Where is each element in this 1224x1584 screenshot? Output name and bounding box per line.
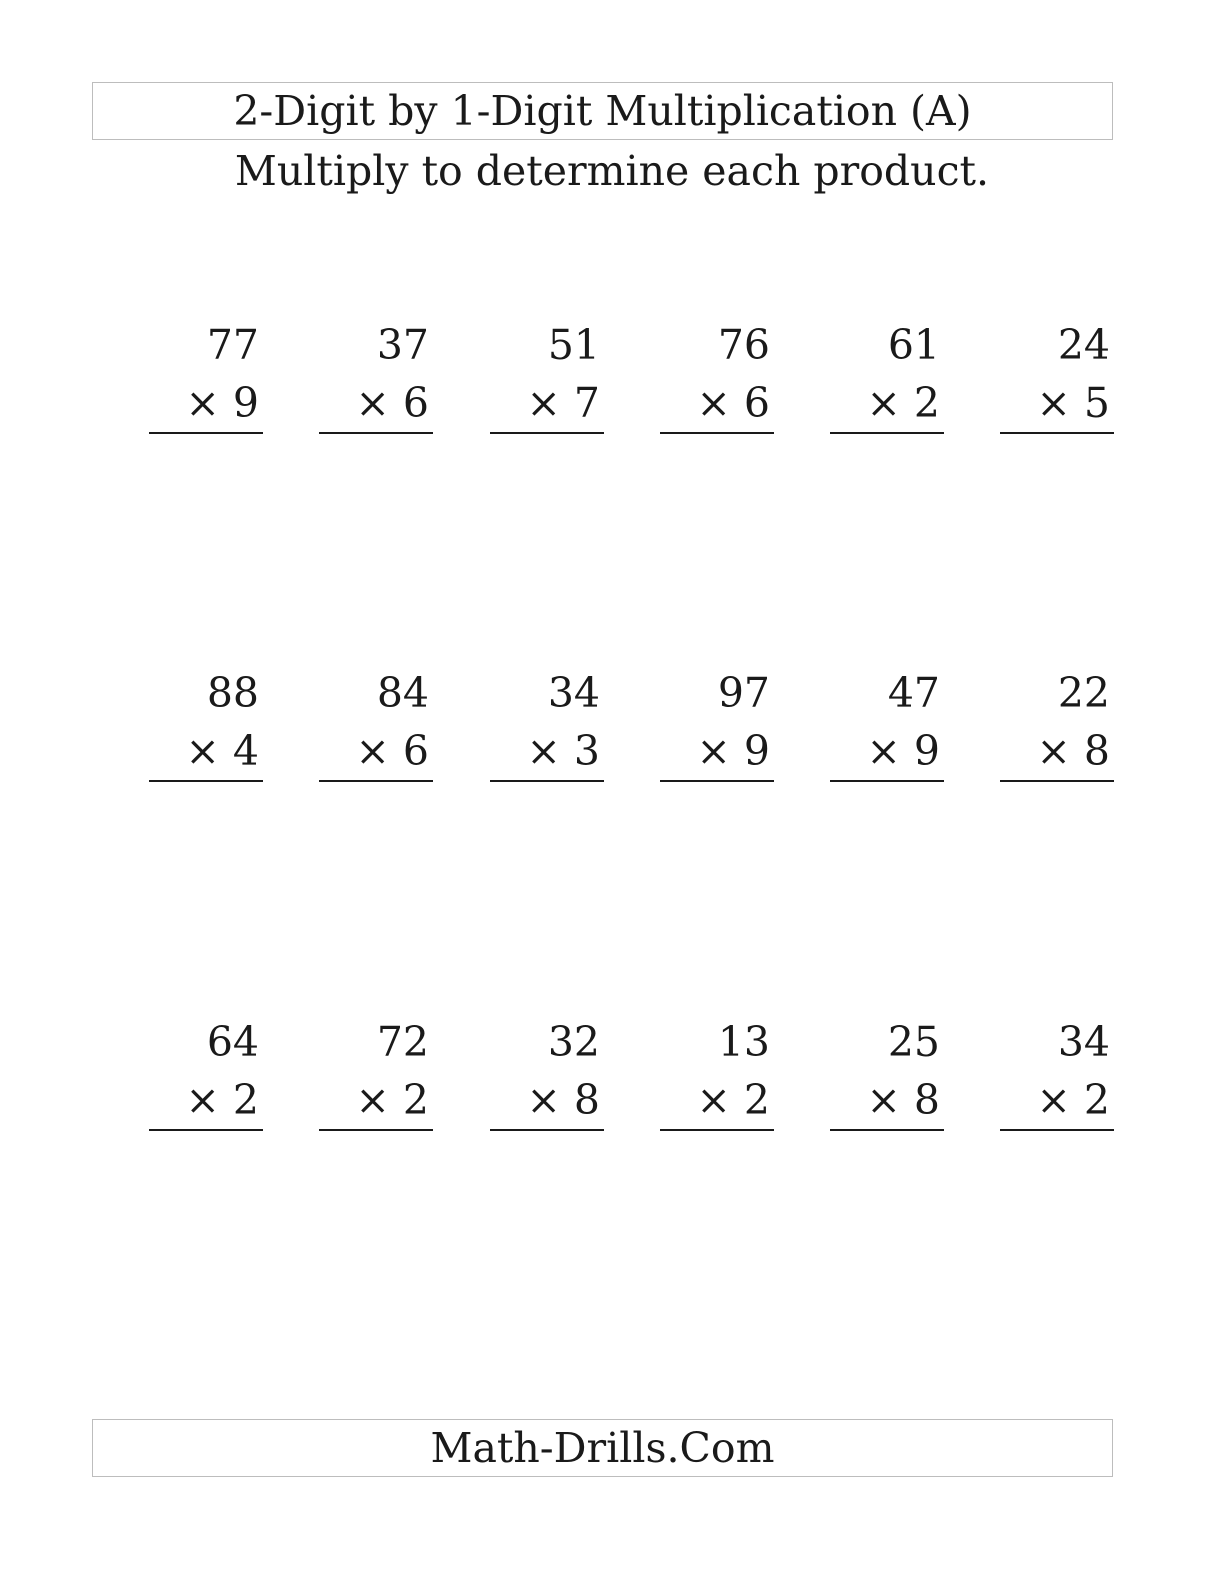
answer-line bbox=[830, 432, 944, 434]
answer-line bbox=[660, 1129, 774, 1131]
problem bbox=[1000, 320, 1114, 440]
top-number: 61 bbox=[887, 321, 940, 369]
answer-line bbox=[319, 432, 433, 434]
multiplier: × 2 bbox=[355, 1076, 429, 1124]
answer-line bbox=[490, 432, 604, 434]
multiplier: × 6 bbox=[355, 379, 429, 427]
multiplier: × 2 bbox=[696, 1076, 770, 1124]
top-number: 22 bbox=[1057, 669, 1110, 717]
answer-line bbox=[830, 780, 944, 782]
answer-line bbox=[490, 780, 604, 782]
problem bbox=[149, 320, 263, 440]
top-number: 34 bbox=[1057, 1018, 1110, 1066]
footer-site-name: Math-Drills.Com bbox=[430, 1423, 775, 1472]
problem bbox=[1000, 1017, 1114, 1137]
worksheet-instructions: Multiply to determine each product. bbox=[234, 147, 990, 195]
top-number: 97 bbox=[717, 669, 770, 717]
answer-line bbox=[1000, 780, 1114, 782]
multiplier: × 8 bbox=[866, 1076, 940, 1124]
problem bbox=[660, 668, 774, 788]
problem bbox=[660, 320, 774, 440]
multiplier: × 9 bbox=[185, 379, 259, 427]
top-number: 72 bbox=[376, 1018, 429, 1066]
answer-line bbox=[149, 1129, 263, 1131]
problem bbox=[319, 320, 433, 440]
multiplier: × 9 bbox=[866, 727, 940, 775]
multiplier: × 2 bbox=[866, 379, 940, 427]
worksheet-title: 2-Digit by 1-Digit Multiplication (A) bbox=[233, 86, 972, 135]
multiplier: × 2 bbox=[185, 1076, 259, 1124]
top-number: 76 bbox=[717, 321, 770, 369]
top-number: 13 bbox=[717, 1018, 770, 1066]
top-number: 24 bbox=[1057, 321, 1110, 369]
multiplier: × 9 bbox=[696, 727, 770, 775]
top-number: 64 bbox=[206, 1018, 259, 1066]
footer-box bbox=[92, 1419, 1113, 1477]
top-number: 77 bbox=[206, 321, 259, 369]
problem bbox=[149, 668, 263, 788]
problem bbox=[830, 1017, 944, 1137]
answer-line bbox=[319, 1129, 433, 1131]
top-number: 32 bbox=[547, 1018, 600, 1066]
problem bbox=[660, 1017, 774, 1137]
top-number: 47 bbox=[887, 669, 940, 717]
problem bbox=[319, 668, 433, 788]
answer-line bbox=[660, 432, 774, 434]
multiplier: × 2 bbox=[1036, 1076, 1110, 1124]
multiplier: × 8 bbox=[1036, 727, 1110, 775]
problem bbox=[830, 668, 944, 788]
top-number: 25 bbox=[887, 1018, 940, 1066]
multiplier: × 4 bbox=[185, 727, 259, 775]
problem bbox=[1000, 668, 1114, 788]
top-number: 37 bbox=[376, 321, 429, 369]
top-number: 88 bbox=[206, 669, 259, 717]
problem bbox=[319, 1017, 433, 1137]
multiplier: × 8 bbox=[526, 1076, 600, 1124]
answer-line bbox=[319, 780, 433, 782]
multiplier: × 3 bbox=[526, 727, 600, 775]
problem bbox=[490, 320, 604, 440]
multiplier: × 6 bbox=[696, 379, 770, 427]
problem bbox=[149, 1017, 263, 1137]
problem bbox=[490, 668, 604, 788]
multiplier: × 7 bbox=[526, 379, 600, 427]
answer-line bbox=[1000, 1129, 1114, 1131]
answer-line bbox=[660, 780, 774, 782]
answer-line bbox=[149, 432, 263, 434]
answer-line bbox=[490, 1129, 604, 1131]
answer-line bbox=[149, 780, 263, 782]
answer-line bbox=[1000, 432, 1114, 434]
worksheet-title-box bbox=[92, 82, 1113, 140]
multiplier: × 6 bbox=[355, 727, 429, 775]
problem bbox=[830, 320, 944, 440]
problem bbox=[490, 1017, 604, 1137]
top-number: 51 bbox=[547, 321, 600, 369]
top-number: 34 bbox=[547, 669, 600, 717]
top-number: 84 bbox=[376, 669, 429, 717]
answer-line bbox=[830, 1129, 944, 1131]
multiplier: × 5 bbox=[1036, 379, 1110, 427]
